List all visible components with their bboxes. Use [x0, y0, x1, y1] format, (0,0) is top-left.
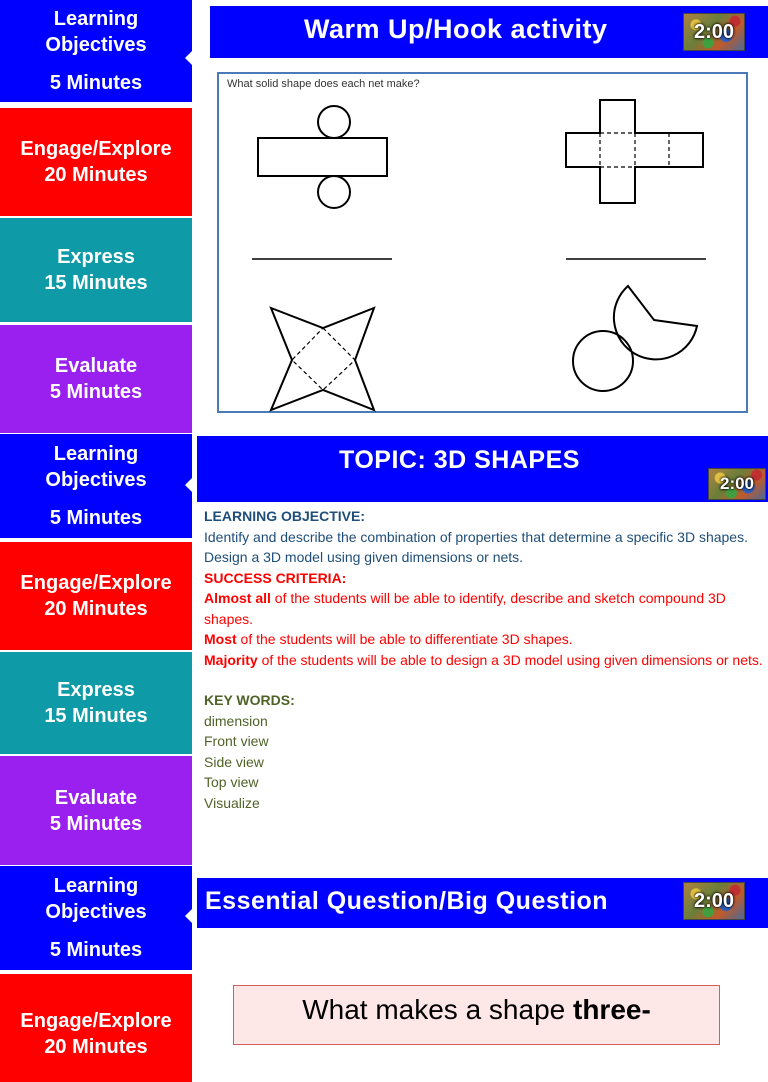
tab-duration: 20 Minutes — [44, 1036, 148, 1058]
tab-duration: 20 Minutes — [44, 164, 148, 186]
slide-title: TOPIC: 3D SHAPES — [339, 446, 580, 474]
tab-duration: 20 Minutes — [44, 598, 148, 620]
tab-label: Objectives — [45, 469, 147, 491]
objective-heading: LEARNING OBJECTIVE: — [204, 508, 366, 524]
tab-label: Learning — [53, 875, 139, 897]
tab-label: Express — [57, 679, 135, 701]
tab-label: Express — [57, 246, 135, 268]
slide-title: Essential Question/Big Question — [205, 887, 609, 915]
timer-label: 2:00 — [719, 474, 755, 493]
tab-learning-objectives[interactable] — [0, 434, 192, 538]
tab-duration: 5 Minutes — [49, 939, 143, 961]
slide-warm-up — [0, 0, 768, 433]
criteria-item: Most of the students will be able to differentiate 3D shapes. — [204, 631, 573, 647]
worksheet-prompt: What solid shape does each net make? — [227, 78, 420, 90]
keywords-heading: KEY WORDS: — [204, 692, 295, 708]
tab-express[interactable] — [0, 652, 192, 754]
keyword-item: Visualize — [204, 794, 260, 811]
slide-title-bar — [197, 436, 768, 502]
tab-duration: 5 Minutes — [49, 507, 143, 529]
tab-duration: 15 Minutes — [44, 705, 148, 727]
cone-net-icon — [573, 286, 697, 391]
tab-label: Objectives — [45, 34, 147, 56]
learning-objectives-text — [204, 506, 764, 813]
tab-duration: 5 Minutes — [49, 812, 143, 835]
tab-label: Engage/Explore — [20, 138, 172, 160]
criteria-item: Majority of the students will be able to design a 3D model using given dimensions or nets. — [204, 651, 763, 668]
tab-label: Engage/Explore — [20, 572, 172, 594]
timer-label: 2:00 — [693, 20, 735, 43]
nets-worksheet — [217, 72, 748, 413]
tab-label: Engage/Explore — [20, 1010, 172, 1032]
cube-net-icon — [566, 100, 703, 203]
tab-evaluate[interactable] — [0, 756, 192, 865]
timer-icon[interactable] — [683, 13, 745, 51]
objective-item: Identify and describe the combination of properties that determine a specific 3D shapes. — [204, 528, 748, 545]
tab-label: Learning — [53, 443, 139, 465]
tab-label: Evaluate — [54, 786, 138, 809]
cylinder-net-icon — [258, 106, 387, 208]
objective-item: Design a 3D model using given dimensions or nets. — [204, 549, 524, 565]
nets-drawing — [219, 74, 746, 411]
tab-duration: 15 Minutes — [44, 272, 148, 294]
timer-icon[interactable] — [708, 468, 766, 500]
tab-evaluate[interactable] — [0, 325, 192, 433]
tab-duration: 5 Minutes — [49, 381, 143, 403]
keyword-item: Side view — [204, 753, 264, 770]
keyword-item: dimension — [204, 712, 268, 729]
criteria-item: Almost all of the students will be able to identify, describe and sketch compound 3D shapes. — [204, 590, 726, 627]
question-text: What makes a shape — [302, 994, 573, 1025]
timer-label: 2:00 — [693, 889, 735, 912]
tab-express[interactable] — [0, 218, 192, 322]
tab-label: Objectives — [45, 901, 147, 923]
essential-question-box — [233, 985, 720, 1045]
square-pyramid-net-icon — [271, 308, 374, 410]
tab-duration: 5 Minutes — [49, 72, 143, 94]
timer-icon[interactable] — [683, 882, 745, 920]
keyword-item: Front view — [204, 733, 269, 749]
tab-learning-objectives[interactable] — [0, 866, 192, 970]
tab-engage-explore[interactable] — [0, 974, 192, 1082]
tab-label: Learning — [53, 8, 139, 30]
tab-engage-explore[interactable] — [0, 542, 192, 650]
tab-learning-objectives[interactable] — [0, 0, 192, 102]
keyword-item: Top view — [204, 774, 259, 790]
criteria-heading: SUCCESS CRITERIA: — [204, 569, 347, 586]
slide-title: Warm Up/Hook activity — [304, 14, 608, 44]
tab-engage-explore[interactable] — [0, 108, 192, 216]
question-emphasis: three- — [573, 994, 651, 1025]
tab-label: Evaluate — [54, 355, 138, 377]
